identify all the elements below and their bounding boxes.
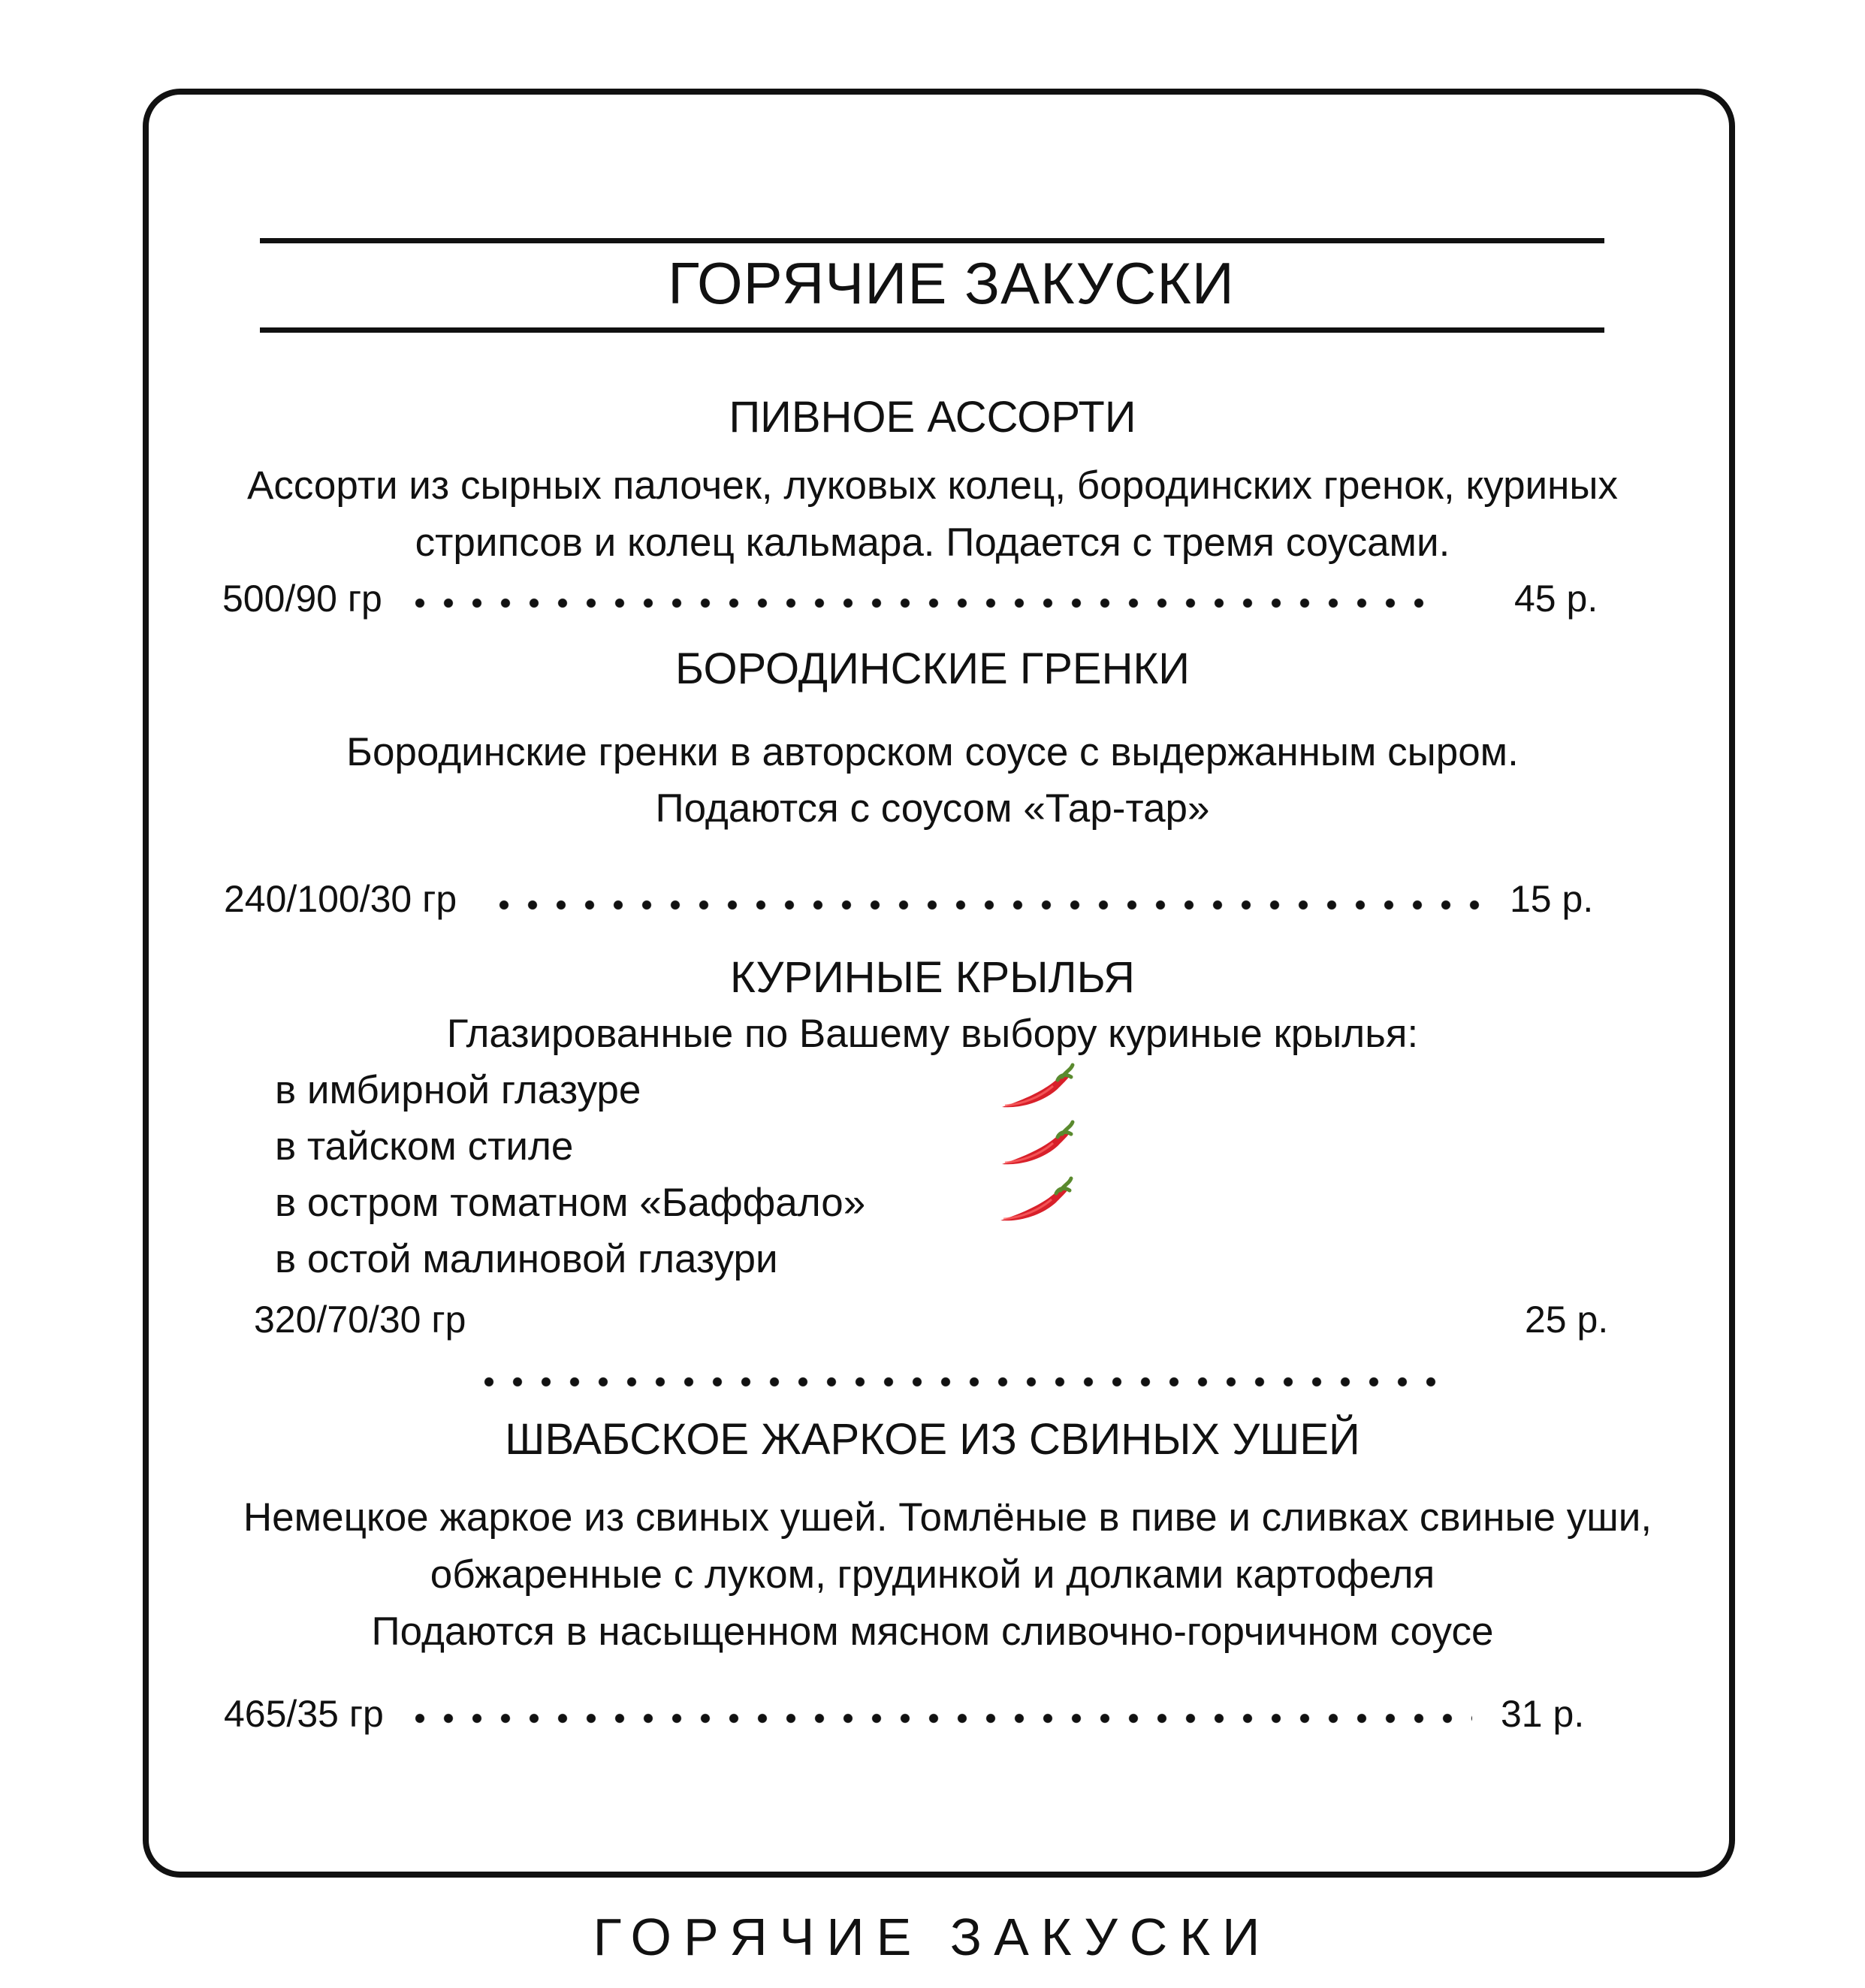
wing-option: в имбирной глазуре [275,1068,641,1112]
dish-name-chicken-wings: КУРИНЫЕ КРЫЛЬЯ [730,953,1135,1002]
dish-description-line: обжаренные с луком, грудинкой и долками картофеля [430,1552,1435,1597]
wing-option: в остой малиновой глазури [275,1237,778,1281]
dish-description-line: стрипсов и колец кальмара. Подается с тремя соусами. [415,520,1450,565]
chili-pepper-icon [996,1174,1079,1230]
dish-description-line: Подаются в насыщенном мясном сливочно-горчичном соусе [371,1609,1494,1654]
chili-pepper-icon [997,1060,1080,1117]
title-rule-top [260,238,1604,243]
dish-weight: 240/100/30 гр [224,878,457,920]
title-rule-bottom [260,327,1604,333]
dish-name-borodino-croutons: БОРОДИНСКИЕ ГРЕНКИ [675,644,1190,693]
dish-weight: 500/90 гр [222,578,382,620]
dish-name-beer-platter: ПИВНОЕ АССОРТИ [729,393,1136,442]
section-title: ГОРЯЧИЕ ЗАКУСКИ [668,250,1235,316]
wing-option: в тайском стиле [275,1124,574,1169]
dish-price: 25 р. [1525,1299,1609,1341]
dish-description-line: Подаются с соусом «Тар-тар» [655,786,1210,831]
dish-description-line: Бородинские гренки в авторском соусе с выдержанным сыром. [346,730,1519,774]
dish-weight: 465/35 гр [224,1693,384,1735]
dish-description-line: Ассорти из сырных палочек, луковых колец, бородинских гренок, куриных [246,463,1619,508]
chili-pepper-icon [997,1118,1080,1174]
dot-leader [490,900,1489,910]
wing-option: в остром томатном «Баффало» [275,1181,866,1225]
dot-leader [406,598,1442,608]
footer-title: ГОРЯЧИЕ ЗАКУСКИ [593,1908,1272,1966]
dot-leader [475,1377,1436,1387]
dish-description-line: Немецкое жаркое из свиных ушей. Томлёные в пиве и сливках свиные уши, [243,1495,1652,1540]
dish-price: 45 р. [1514,578,1598,620]
dot-leader [406,1713,1472,1724]
dish-price: 15 р. [1510,878,1594,920]
dish-weight: 320/70/30 гр [254,1299,466,1341]
dish-price: 31 р. [1501,1693,1585,1735]
dish-name-swabian-roast: ШВАБСКОЕ ЖАРКОЕ ИЗ СВИНЫХ УШЕЙ [505,1415,1360,1464]
dish-description-line: Глазированные по Вашему выбору куриные крылья: [446,1012,1419,1056]
